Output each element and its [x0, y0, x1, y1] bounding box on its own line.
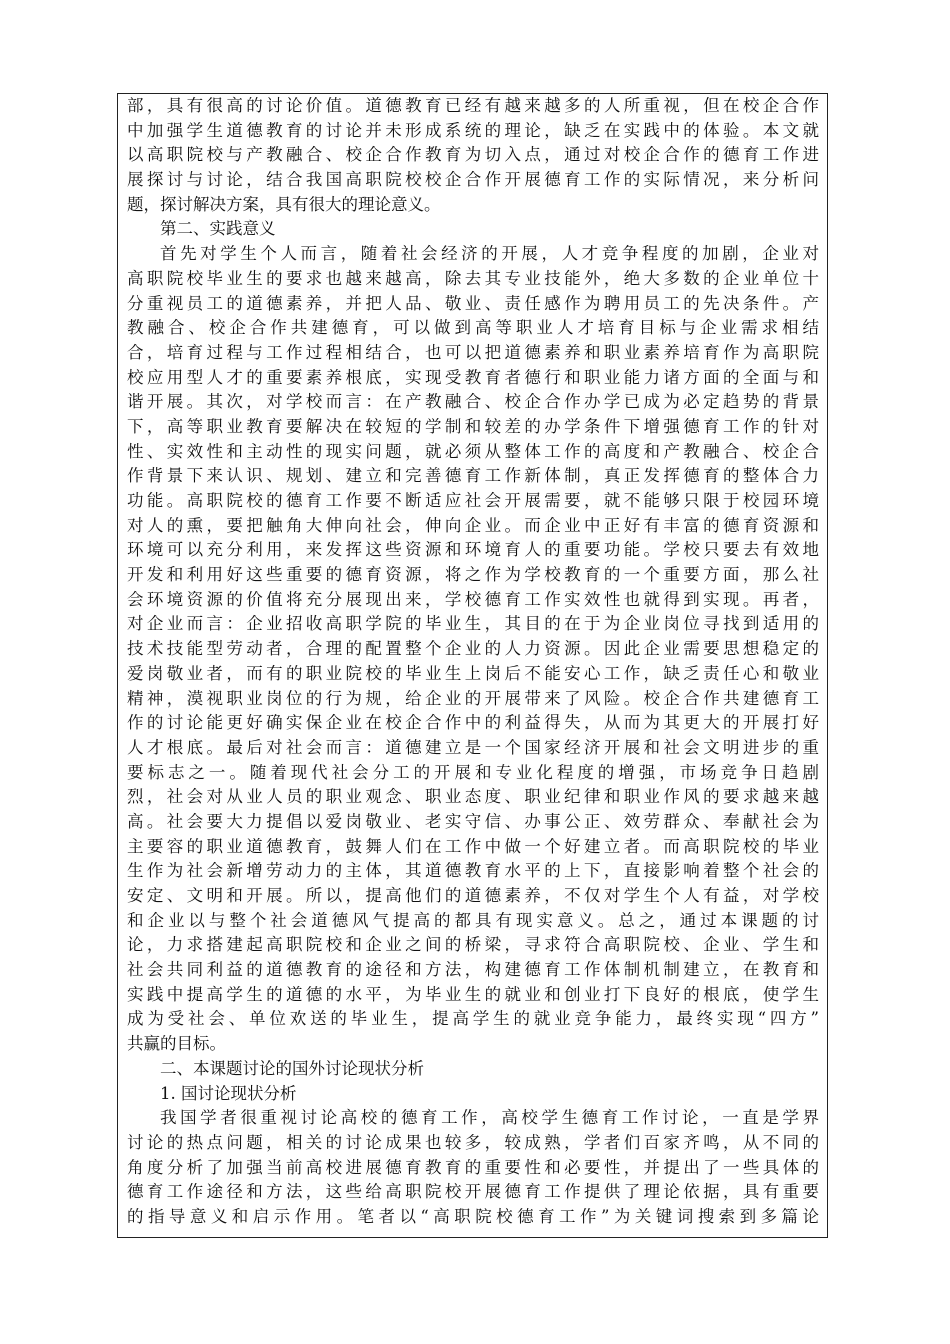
text-line: 部，具有很高的讨论价值。道德教育已经有越来越多的人所重视，但在校企合作 — [127, 96, 819, 115]
text-line: 主要容的职业道德教育，鼓舞人们在工作中做一个好建立者。而高职院校的毕业 — [127, 836, 819, 856]
text-line: 的指导意义和启示作用。笔者以“高职院校德育工作”为关键词搜索到多篇论 — [127, 1206, 819, 1226]
text-line: 下，高等职业教育要解决在较短的学制和较差的办学条件下增强德育工作的针对 — [127, 416, 819, 436]
text-line: 校应用型人才的重要素养根底，实现受教育者德行和职业能力诸方面的全面与和 — [127, 367, 819, 387]
text-line: 1. 国讨论现状分析 — [160, 1083, 297, 1103]
text-line: 角度分析了加强当前高校进展德育教育的重要性和必要性，并提出了一些具体的 — [127, 1157, 819, 1177]
text-line: 谐开展。其次，对学校而言：在产教融合、校企合作办学已成为必定趋势的背景 — [127, 392, 819, 412]
text-line: 以高职院校与产教融合、校企合作教育为切入点，通过对校企合作的德育工作进 — [127, 145, 819, 165]
text-line: 论，力求搭建起高职院校和企业之间的桥梁，寻求符合高职院校、企业、学生和 — [127, 935, 819, 955]
text-line: 和企业以与整个社会道德风气提高的都具有现实意义。总之，通过本课题的讨 — [127, 910, 819, 930]
text-line: 共赢的目标。 — [127, 1034, 226, 1054]
text-line: 环境可以充分利用，来发挥这些资源和环境育人的重要功能。学校只要去有效地 — [127, 540, 819, 560]
text-line: 会环境资源的价值将充分展现出来，学校德育工作实效性也就得到实现。再者， — [127, 589, 819, 609]
text-line: 高职院校毕业生的要求也越来越高，除去其专业技能外，绝大多数的企业单位十 — [127, 268, 819, 288]
text-line: 展探讨与讨论，结合我国高职院校校企合作开展德育工作的实际情况，来分析问 — [127, 170, 819, 190]
text-line: 成为受社会、单位欢送的毕业生，提高学生的就业竞争能力，最终实现“四方” — [127, 1009, 819, 1029]
document-table-cell — [117, 93, 828, 1238]
text-line: 要标志之一。随着现代社会分工的开展和专业化程度的增强，市场竞争日趋剧 — [127, 762, 819, 782]
text-line: 开发和利用好这些重要的德育资源，将之作为学校教育的一个重要方面，那么社 — [127, 565, 819, 585]
text-line: 生作为社会新增劳动力的主体，其道德教育水平的上下，直接影响着整个社会的 — [127, 861, 819, 881]
text-line: 对人的熏，要把触角大伸向社会，伸向企业。而企业中正好有丰富的德育资源和 — [127, 515, 819, 535]
text-line: 二、本课题讨论的国外讨论现状分析 — [160, 1058, 424, 1078]
text-line: 德育工作途径和方法，这些给高职院校开展德育工作提供了理论依据，具有重要 — [127, 1182, 819, 1202]
text-line: 性、实效性和主动性的现实问题，就必须从整体工作的高度和产教融合、校企合 — [127, 441, 819, 461]
text-line: 技术技能型劳动者，合理的配置整个企业的人力资源。因此企业需要思想稳定的 — [127, 639, 819, 659]
text-line: 合，培育过程与工作过程相结合，也可以把道德素养和职业素养培育作为高职院 — [127, 342, 819, 362]
text-line: 精神，漠视职业岗位的行为规，给企业的开展带来了风险。校企合作共建德育工 — [127, 688, 819, 708]
text-line: 第二、实践意义 — [160, 219, 276, 239]
body-text — [118, 94, 827, 1230]
text-line: 社会共同利益的道德教育的途径和方法，构建德育工作体制机制建立，在教育和 — [127, 960, 819, 980]
text-line: 我国学者很重视讨论高校的德育工作，高校学生德育工作讨论，一直是学界 — [160, 1108, 819, 1128]
text-line: 爱岗敬业者，而有的职业院校的毕业生上岗后不能安心工作，缺乏责任心和敬业 — [127, 663, 819, 683]
text-line: 功能。高职院校的德育工作要不断适应社会开展需要，就不能够只限于校园环境 — [127, 491, 819, 510]
text-line: 人才根底。最后对社会而言：道德建立是一个国家经济开展和社会文明进步的重 — [127, 737, 819, 757]
text-line: 讨论的热点问题，相关的讨论成果也较多，较成熟，学者们百家齐鸣，从不同的 — [127, 1132, 819, 1152]
text-line: 教融合、校企合作共建德育，可以做到高等职业人才培育目标与企业需求相结 — [127, 318, 819, 338]
text-line: 高。社会要大力提倡以爱岗敬业、老实守信、办事公正、效劳群众、奉献社会为 — [127, 811, 819, 831]
text-line: 作的讨论能更好确实保企业在校企合作中的利益得失，从而为其更大的开展打好 — [127, 713, 819, 733]
text-line: 实践中提高学生的道德的水平，为毕业生的就业和创业打下良好的根底，使学生 — [127, 984, 819, 1004]
text-line: 安定、文明和开展。所以，提高他们的道德素养，不仅对学生个人有益，对学校 — [127, 886, 819, 905]
text-line: 题，探讨解决方案，具有很大的理论意义。 — [127, 194, 441, 214]
text-line: 作背景下来认识、规划、建立和完善德育工作新体制，真正发挥德育的整体合力 — [127, 466, 819, 486]
text-line: 分重视员工的道德素养，并把人品、敬业、责任感作为聘用员工的先决条件。产 — [127, 293, 819, 313]
text-line: 首先对学生个人而言，随着社会经济的开展，人才竞争程度的加剧，企业对 — [160, 244, 819, 264]
text-line: 中加强学生道德教育的讨论并未形成系统的理论，缺乏在实践中的体验。本文就 — [127, 120, 819, 140]
text-line: 对企业而言：企业招收高职学院的毕业生，其目的在于为企业岗位寻找到适用的 — [127, 614, 819, 634]
text-line: 烈，社会对从业人员的职业观念、职业态度、职业纪律和职业作风的要求越来越 — [127, 787, 819, 807]
